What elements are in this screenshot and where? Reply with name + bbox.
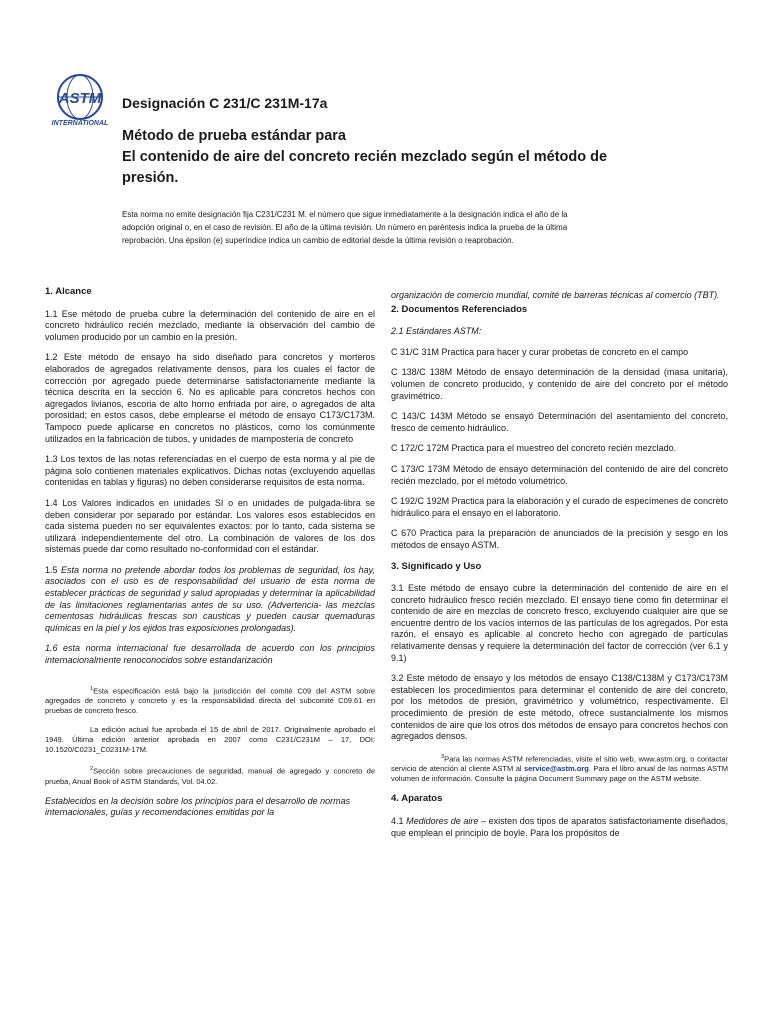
footnote-3 <box>391 752 728 785</box>
footnote-text: Esta especificación está bajo la jurisdicción del comité C09 del ASTM sobre agregados de concreto y concreto y es la responsabilidad directa del subcomité C09.61 en pruebas de concreto fresco. <box>45 686 375 716</box>
title-line: El contenido de aire del concreto recién mezclado según el método de <box>122 149 608 165</box>
title-line: Método de prueba estándar para <box>122 128 346 144</box>
paragraph-1-4: 1.4 Los Valores indicados en unidades SI o en unidades de pulgada-libra se deben considerar por separado por estándar. Los valores esos establecidos en cada sistema pueden no ser equivalentes exactos: por lo tanto, cada sistema se utilizará independientemente del otro. La combinación de valores de los dos sistemas puede dar como resultado no-conformidad con el estándar. <box>45 497 375 555</box>
logo-text: ASTM <box>58 90 102 107</box>
paragraph-number: 4.1 <box>391 815 407 826</box>
continued-text: organización de comercio mundial, comité de barreras técnicas al comercio (TBT). <box>391 290 720 300</box>
astm-logo <box>45 72 115 128</box>
paragraph-3-1: 3.1 Este método de ensayo cubre la determinación del contenido de aire en el concreto hidráulico fresco recién mezclado. El ensayo tiene como fin determinar el contenido de aire en mezclas de concreto fresco, excluyendo cualquier aire que se encuentre dentro de los vacíos internos de las partículas de los agregados. Por esta razón, el ensayo es aplicable al concreto hecho con agregado de partículas relativamente densas y requiere la determinación del factor de corrección (ver 6.1 y 9.1) <box>391 583 728 663</box>
paragraph-number: 1.5 <box>45 564 62 575</box>
term-air-meters: Medidores de aire – <box>406 815 487 826</box>
paragraph-1-5 <box>45 565 375 635</box>
title-line: presión. <box>122 170 179 186</box>
footnote-1b: La edición actual fue aprobada el 15 de abril de 2017. Originalmente aprobado el 1949. Última edición anterior aprobada en 2007 como C231/C231M – 17, DOI: 10.1520/C0231_C0231M-17M. <box>45 725 375 755</box>
right-column <box>391 290 728 848</box>
footnote-marker: 2 <box>90 766 94 773</box>
notice-line: adopción original o, en el caso de revisión. El año de la última revisión. Un número en paréntesis indica la prueba de la última <box>122 223 568 232</box>
document-title <box>122 126 682 189</box>
logo-subtext: INTERNATIONAL <box>51 120 109 127</box>
section-heading-apparatus: 4. Aparatos <box>391 793 443 805</box>
paragraph-1-3: 1.3 Los textos de las notas referenciadas en el cuerpo de esta norma y al pie de página solo contienen materiales explicativos. Dichas notas (excluyendo aquellas contenidas en tablas y figuras) no deben considerarse requisitos de esta norma. <box>45 454 375 488</box>
subsection-astm-standards: 2.1 Estándares ASTM: <box>391 326 482 337</box>
footnote-marker: 1 <box>90 685 94 692</box>
designation: Designación C 231/C 231M-17a <box>122 95 328 111</box>
email-link[interactable]: service@astm.org <box>523 764 589 774</box>
paragraph-4-1 <box>391 816 728 839</box>
left-column <box>45 286 375 828</box>
footnote-2 <box>45 764 375 787</box>
section-heading-scope: 1. Alcance <box>45 286 92 297</box>
paragraph-text: existen dos tipos de aparatos satisfactoriamente diseñados, que emplean el principio de boyle. Para los propósitos de <box>391 815 729 838</box>
reference-item: C 172/C 172M Practica para el muestreo del concreto recién mezclado. <box>391 443 677 454</box>
reference-item: C 31/C 31M Practica para hacer y curar probetas de concreto en el campo <box>391 346 689 357</box>
reference-item: C 670 Practica para la preparación de anunciados de la precisión y sesgo en los métodos de ensayo ASTM. <box>391 528 728 550</box>
paragraph-1-6: 1.6 esta norma internacional fue desarrollada de acuerdo con los principios internacionalmente renoconocidos sobre estandarización <box>45 643 375 666</box>
continued-text: Establecidos en la decisión sobre los principios para el desarrollo de normas internacionales, guías y recomendaciones emitidas por la <box>45 795 351 818</box>
section-heading-references: 2. Documentos Referenciados <box>391 303 528 315</box>
paragraph-1-1: 1.1 Ese método de prueba cubre la determinación del contenido de aire en el concreto hidráulico recién mezclado, mediante la observación del cambio de volumen producido por un cambio en la presión. <box>45 308 375 342</box>
footnote-text: Para las normas ASTM referenciadas, visite el sitio web, www.astm.org, o contactar servicio de atención al cliente ASTM al <box>391 754 728 774</box>
reference-item: C 143/C 143M Método se ensayó Determinación del asentamiento del concreto, fresco de cemento hidráulico. <box>391 411 728 433</box>
safety-statement: Esta norma no pretende abordar todos los problemas de seguridad, los hay, asociados con el uso es de responsabilidad del usuario de esta norma de establecer prácticas de seguridad y salud apropiadas y determinar la aplicabilidad de las limitaciones reglamentarias antes de su uso. (Advertencia- las mezclas cementosas hidráulicas frescas son causticas y pueden causar quemaduras químicas en la piel y los ejidos tras exposiciones prolongadas). <box>45 564 375 633</box>
footnote-1 <box>45 684 375 717</box>
standard-notice <box>122 208 622 247</box>
footnote-text: . Para el libro anual de las normas ASTM volumen de información. Consulte la página Document Summary page on the ASTM website. <box>391 764 728 784</box>
notice-line: reprobación. Una épsilon (e) superíndice indica un cambio de editorial desde la última revisión o reaprobación. <box>122 236 514 245</box>
section-heading-significance: 3. Significado y Uso <box>391 560 482 572</box>
paragraph-3-2: 3.2 Este método de ensayo y los métodos de ensayo C138/C138M y C173/C173M establecen los procedimientos para determinar el contenido de aire del concreto, por los métodos de presión, gravimétrico y volumétrico, respectivamente. El procedimiento de presión de este método, ofrece sustancialmente los mismos contenidos de aire que los otros dos métodos de ensayo para concretos hechos con agregados densos. <box>391 673 728 742</box>
reference-item: C 138/C 138M Método de ensayo determinación de la densidad (masa unitaria), volumen de concreto producido, y contenido de aire del concreto por el método gravimétrico. <box>391 367 728 401</box>
reference-item: C 173/C 173M Método de ensayo determinación del contenido de aire del concreto recién mezclado, por el método volumétrico. <box>391 463 728 486</box>
paragraph-1-2: 1.2 Este método de ensayo ha sido diseñado para concretos y morteros elaborados de agregados relativamente densos, para los cuales el factor de corrección por agregado puede determinarse satisfactoriamente mediante la técnica descrita en la sección 6. No es aplicable para concretos hechos con agregados livianos, escoria de alto horno enfriada por aire, o agregados de alta porosidad; en estos casos, debe emplearse el método de ensayo C173/C173M. Tampoco puede aplicarse en concretos no plásticos, como los comúnmente utilizados en la fabricación de tubos, y unidades de mampostería de concreto <box>45 352 375 444</box>
footnote-marker: 3 <box>441 753 445 760</box>
notice-line: Esta norma no emite designación fija C231/C231 M. el número que sigue inmediatamente a la designación indica el año de la <box>122 210 568 219</box>
reference-item: C 192/C 192M Practica para la elaboración y el curado de especímenes de concreto hidráulico para el ensayo en el laboratorio. <box>391 496 728 518</box>
footnote-text: Sección sobre precauciones de seguridad, manual de agregado y concreto de prueba, Anual Book of ASTM Standards, Vol. 04.02. <box>45 766 375 786</box>
